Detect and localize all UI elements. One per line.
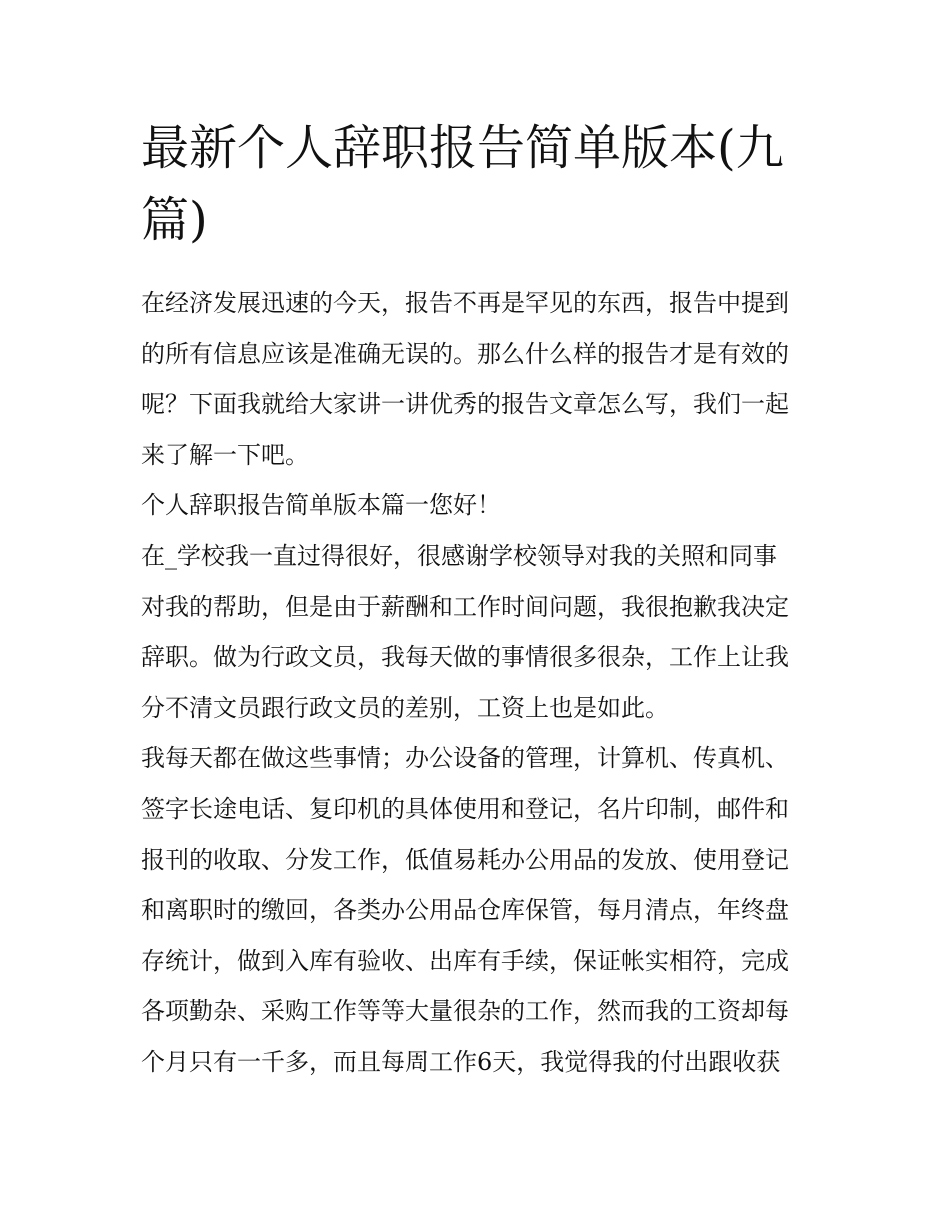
body-line: 分不清文员跟行政文员的差别，工资上也是如此。	[141, 693, 669, 722]
body-line: 在经济发展迅速的今天，报告不再是罕见的东西，报告中提到	[141, 289, 789, 317]
document-title	[141, 112, 821, 256]
body-line: 的所有信息应该是准确无误的。那么什么样的报告才是有效的	[141, 339, 789, 368]
body-line: 对我的帮助，但是由于薪酬和工作时间问题，我很抱歉我决定	[141, 592, 789, 621]
body-line: 签字长途电话、复印机的具体使用和登记，名片印制，邮件和	[141, 794, 789, 823]
body-line: 存统计，做到入库有验收、出库有手续，保证帐实相符，完成	[141, 946, 789, 975]
body-line: 我每天都在做这些事情；办公设备的管理，计算机、传真机、	[141, 744, 789, 773]
body-line: 辞职。做为行政文员，我每天做的事情很多很杂，工作上让我	[141, 643, 789, 672]
body-line: 呢？下面我就给大家讲一讲优秀的报告文章怎么写，我们一起	[141, 390, 789, 419]
body-line: 来了解一下吧。	[141, 440, 309, 469]
document-body	[141, 278, 821, 1088]
body-line: 个月只有一千多，而且每周工作6天，我觉得我的付出跟收获	[141, 1047, 781, 1076]
section-heading: 个人辞职报告简单版本篇一您好！	[141, 491, 501, 520]
body-line: 和离职时的缴回，各类办公用品仓库保管，每月清点，年终盘	[141, 896, 789, 925]
body-line: 报刊的收取、分发工作，低值易耗办公用品的发放、使用登记	[141, 845, 789, 874]
title-line-1: 最新个人辞职报告简单版本(九	[141, 120, 784, 176]
title-line-2: 篇)	[141, 192, 208, 248]
body-line: 各项勤杂、采购工作等等大量很杂的工作，然而我的工资却每	[141, 997, 789, 1026]
body-line: 在_学校我一直过得很好，很感谢学校领导对我的关照和同事	[141, 541, 777, 570]
